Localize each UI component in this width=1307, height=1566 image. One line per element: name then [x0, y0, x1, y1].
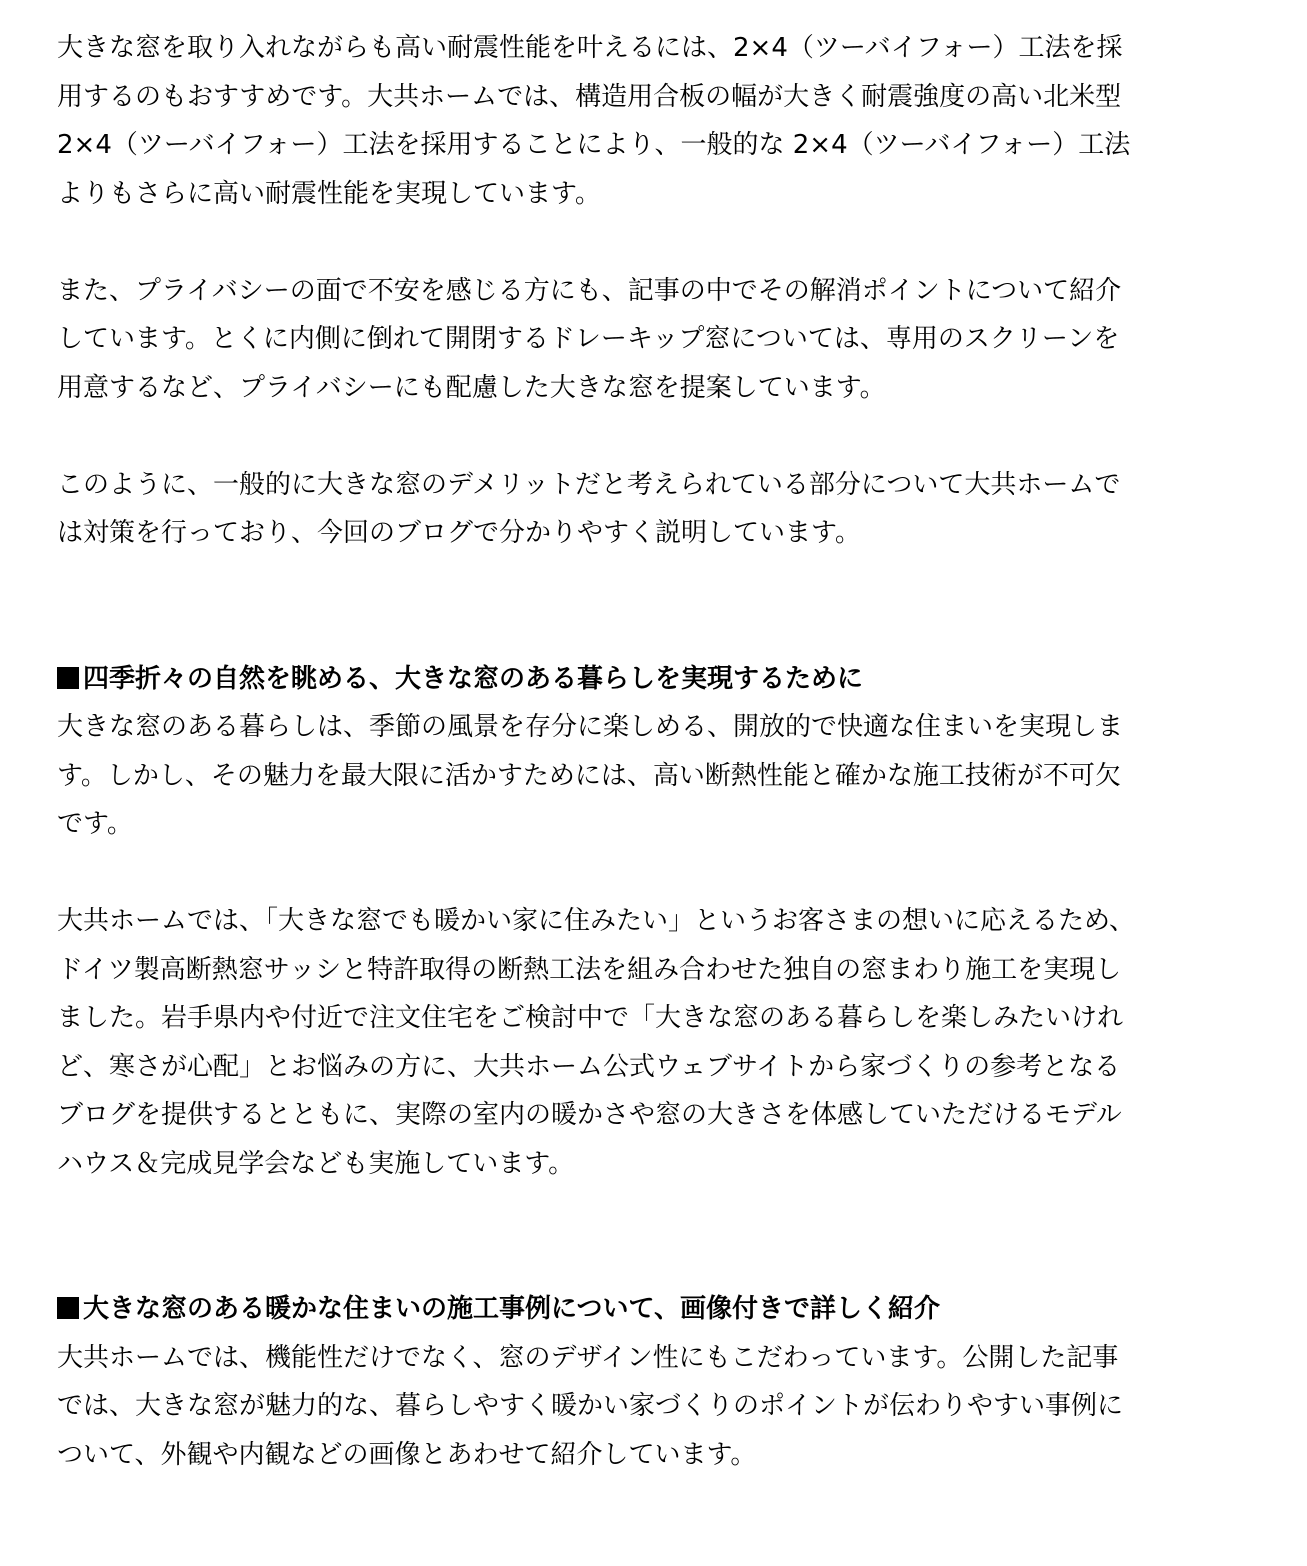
- square-bullet-icon: [57, 667, 79, 689]
- text-line: ついて、外観や内観などの画像とあわせて紹介しています。: [57, 1439, 757, 1470]
- paragraph-spacer: [57, 218, 1272, 267]
- paragraph-earthquake-resistance: [57, 24, 1272, 218]
- section-heading-examples: [57, 1285, 1272, 1334]
- text-line: 大きな窓を取り入れながらも高い耐震性能を叶えるには、2×4（ツーバイフォー）工法を採: [57, 33, 1123, 63]
- text-line: ました。岩手県内や付近で注文住宅をご検討中で「大きな窓のある暮らしを楽しみたいけれ: [57, 1003, 1124, 1033]
- document-page: [57, 24, 1272, 1479]
- text-line: ハウス＆完成見学会なども実施しています。: [57, 1148, 575, 1179]
- section-spacer: [57, 558, 1272, 655]
- text-line: 大共ホームでは、「大きな窓でも暖かい家に住みたい」というお客さまの想いに応えるため、: [57, 906, 1135, 936]
- text-line: では、大きな窓が魅力的な、暮らしやすく暖かい家づくりのポイントが伝わりやすい事例に: [57, 1391, 1124, 1421]
- text-line: 2×4（ツーバイフォー）工法を採用することにより、一般的な 2×4（ツーバイフォー）工法: [57, 130, 1131, 160]
- text-line: ドイツ製高断熱窓サッシと特許取得の断熱工法を組み合わせた独自の窓まわり施工を実現し: [57, 954, 1122, 985]
- section-heading-text: 四季折々の自然を眺める、大きな窓のある暮らしを実現するために: [83, 663, 864, 694]
- section-heading-text: 大きな窓のある暖かな住まいの施工事例について、画像付きで詳しく紹介: [83, 1294, 940, 1324]
- section-heading-seasons: [57, 655, 1272, 704]
- section-spacer: [57, 1188, 1272, 1285]
- text-line: は対策を行っており、今回のブログで分かりやすく説明しています。: [57, 518, 861, 548]
- paragraph-privacy: [57, 267, 1272, 413]
- paragraph-seasons-intro: [57, 703, 1272, 849]
- paragraph-spacer: [57, 849, 1272, 898]
- text-line: す。しかし、その魅力を最大限に活かすためには、高い断熱性能と確かな施工技術が不可欠: [57, 760, 1121, 791]
- text-line: よりもさらに高い耐震性能を実現しています。: [57, 178, 601, 209]
- square-bullet-icon: [57, 1297, 79, 1319]
- text-line: また、プライバシーの面で不安を感じる方にも、記事の中でその解消ポイントについて紹介: [57, 275, 1122, 306]
- text-line: 大共ホームでは、機能性だけでなく、窓のデザイン性にもこだわっています。公開した記事: [57, 1342, 1119, 1373]
- text-line: ブログを提供するとともに、実際の室内の暖かさや窓の大きさを体感していただけるモデル: [57, 1100, 1122, 1130]
- paragraph-examples: [57, 1334, 1272, 1480]
- paragraph-countermeasures: [57, 461, 1272, 558]
- text-line: 用するのもおすすめです。大共ホームでは、構造用合板の幅が大きく耐震強度の高い北米型: [57, 81, 1122, 112]
- paragraph-spacer: [57, 412, 1272, 461]
- paragraph-warm-house: [57, 897, 1272, 1188]
- text-line: 用意するなど、プライバシーにも配慮した大きな窓を提案しています。: [57, 372, 886, 403]
- text-line: ど、寒さが心配」とお悩みの方に、大共ホーム公式ウェブサイトから家づくりの参考となる: [57, 1051, 1121, 1082]
- text-line: このように、一般的に大きな窓のデメリットだと考えられている部分について大共ホームで: [57, 469, 1121, 500]
- text-line: です。: [57, 809, 133, 839]
- text-line: しています。とくに内側に倒れて開閉するドレーキップ窓については、専用のスクリーンを: [57, 324, 1120, 354]
- text-line: 大きな窓のある暮らしは、季節の風景を存分に楽しめる、開放的で快適な住まいを実現しま: [57, 712, 1124, 742]
